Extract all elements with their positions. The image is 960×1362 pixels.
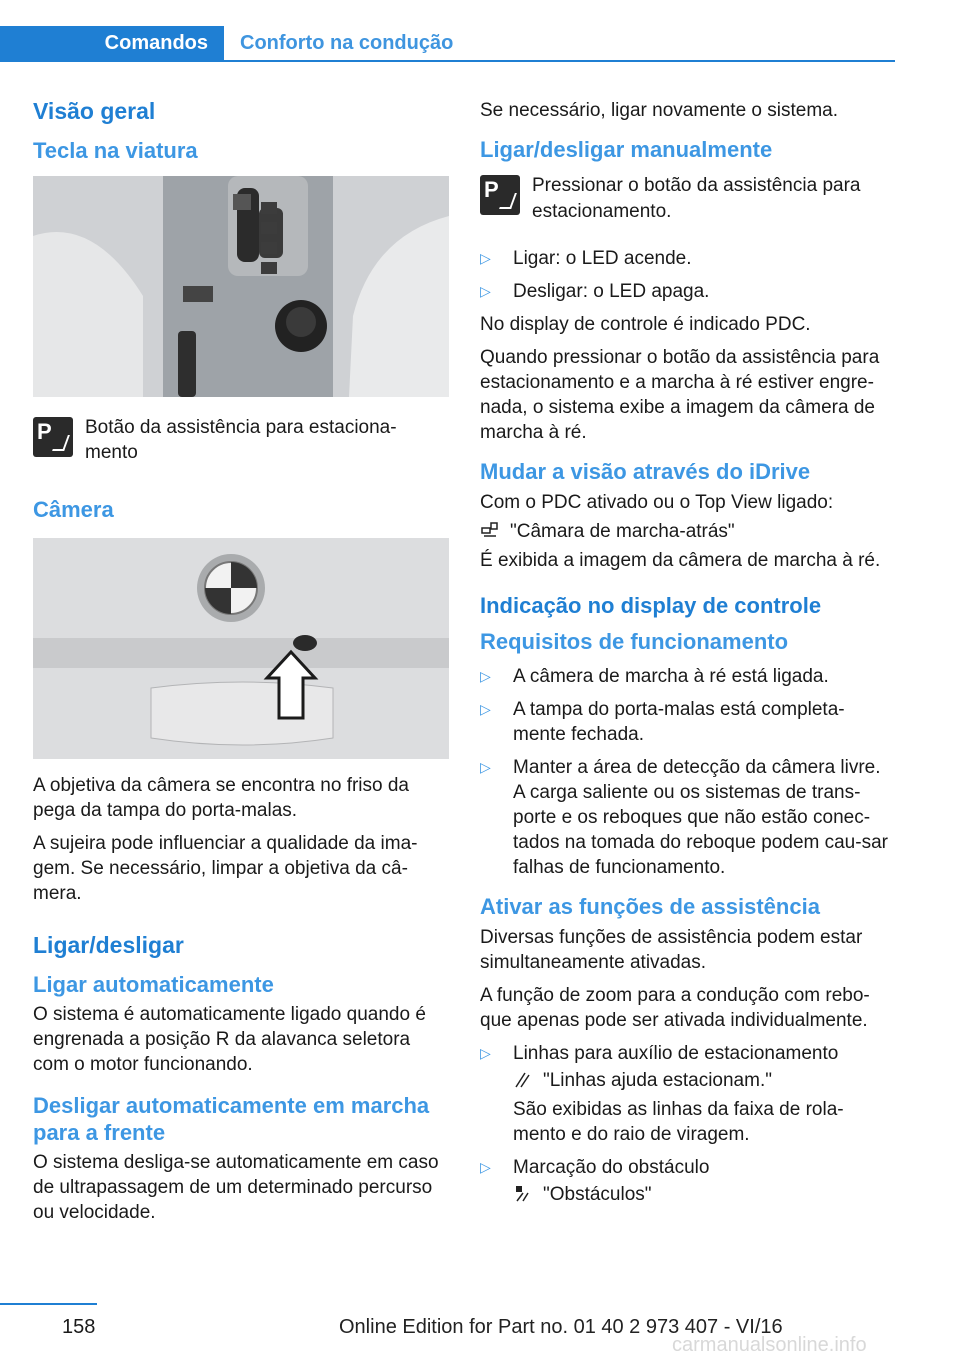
parking-assist-icon: P — [33, 417, 73, 457]
console-illustration — [33, 176, 449, 397]
assist-paragraph-2: A função de zoom para a condução com rebo-que apenas pode ser ativada individualmente. — [480, 984, 870, 1031]
tab-underline — [0, 60, 895, 62]
parking-assist-icon: P — [480, 175, 520, 215]
auto-on-paragraph: O sistema é automaticamente ligado quando é engrenada a posição R da alavanca seletora com o motor funcionando. — [33, 1003, 426, 1076]
page-number: 158 — [62, 1316, 96, 1338]
list-item: ▷ Marcação do obstáculo — [480, 1155, 896, 1180]
heading-manual: Ligar/desligar manualmente — [480, 137, 773, 163]
page-number-rule — [0, 1303, 97, 1305]
list-item: ▷ Desligar: o LED apaga. — [480, 279, 896, 304]
list-item: ▷ Ligar: o LED acende. — [480, 246, 896, 271]
watermark-text: carmanualsonline.info — [672, 1334, 867, 1356]
bullet-triangle-icon: ▷ — [480, 1159, 491, 1176]
tailgate-illustration — [33, 538, 449, 759]
tab-conforto[interactable]: Conforto na condução — [240, 32, 454, 54]
heading-idrive: Mudar a visão através do iDrive — [480, 459, 811, 485]
bullet-triangle-icon: ▷ — [480, 700, 491, 717]
reverse-paragraph: Quando pressionar o botão da assistência para estacionamento e a marcha à ré estiver engre-nada, o sistema exibe a imagem da câmera de marcha à ré. — [480, 346, 880, 444]
shown-paragraph: É exibida a imagem da câmera de marcha à ré. — [480, 549, 881, 571]
camera-photo — [33, 538, 449, 759]
list-item: ▷ A câmera de marcha à ré está ligada. — [480, 664, 896, 689]
bullet-triangle-icon: ▷ — [480, 282, 491, 299]
bullet-triangle-icon: ▷ — [480, 758, 491, 775]
camera-paragraph-2: A sujeira pode influenciar a qualidade da ima-gem. Se necessário, limpar a objetiva da câ-mera. — [33, 832, 418, 904]
heading-overview: Visão geral — [33, 98, 156, 124]
list-item: ▷ Manter a área de detecção da câmera livre. A carga saliente ou os sistemas de trans-porte e os reboques que não estão conec-tados na tomada do reboque podem cau-sar falhas de funcionamento. — [480, 755, 896, 880]
heading-key: Tecla na viatura — [33, 137, 198, 163]
right-column — [480, 98, 896, 1215]
heading-assist: Ativar as funções de assistência — [480, 894, 820, 920]
lines-description: São exibidas as linhas da faixa de rola-mento e do raio de viragem. — [513, 1099, 844, 1146]
heading-auto-on: Ligar automaticamente — [33, 971, 274, 997]
console-photo — [33, 176, 449, 397]
pdc-paragraph: No display de controle é indicado PDC. — [480, 313, 811, 335]
heading-camera: Câmera — [33, 497, 114, 523]
bullet-triangle-icon: ▷ — [480, 1044, 491, 1061]
chapter-tabbar — [0, 26, 895, 62]
menu-obstacles-line: "Obstáculos" — [513, 1182, 896, 1207]
auto-off-paragraph: O sistema desliga-se automaticamente em caso de ultrapassagem de um determinado percurso ou velocidade. — [33, 1151, 439, 1224]
bullet-triangle-icon: ▷ — [480, 667, 491, 684]
list-item: ▷ A tampa do porta-malas está completa-mente fechada. — [480, 697, 896, 747]
manual-row — [480, 173, 896, 231]
obstacle-marking-icon — [513, 1183, 533, 1203]
edition-footer: Online Edition for Part no. 01 40 2 973 407 - VI/16 — [339, 1316, 783, 1338]
list-item: ▷ Linhas para auxílio de estacionamento — [480, 1041, 896, 1066]
heading-onoff: Ligar/desligar — [33, 931, 184, 958]
menu-camera-line: "Câmara de marcha-atrás" — [480, 519, 896, 544]
heading-auto-off: Desligar automaticamente em marcha para a frente — [33, 1093, 430, 1145]
rear-camera-icon — [480, 520, 500, 540]
manual-caption: Pressionar o botão da assistência para estacionamento. — [532, 175, 861, 222]
assist-paragraph-1: Diversas funções de assistência podem estar simultaneamente ativadas. — [480, 926, 863, 973]
idrive-paragraph: Com o PDC ativado ou o Top View ligado: — [480, 491, 834, 513]
heading-display: Indicação no display de controle — [480, 592, 822, 618]
menu-lines-line: "Linhas ajuda estacionam." — [513, 1068, 896, 1093]
left-column — [33, 98, 449, 1233]
tab-comandos[interactable]: Comandos — [0, 26, 224, 60]
pdc-button-row — [33, 415, 449, 473]
parking-lines-icon — [513, 1069, 533, 1089]
heading-requirements: Requisitos de funcionamento — [480, 629, 789, 655]
camera-paragraph-1: A objetiva da câmera se encontra no friso da pega da tampa do porta-malas. — [33, 774, 410, 821]
bullet-triangle-icon: ▷ — [480, 249, 491, 266]
restart-paragraph: Se necessário, ligar novamente o sistema. — [480, 100, 839, 121]
pdc-button-caption: Botão da assistência para estaciona- mento — [85, 416, 397, 464]
